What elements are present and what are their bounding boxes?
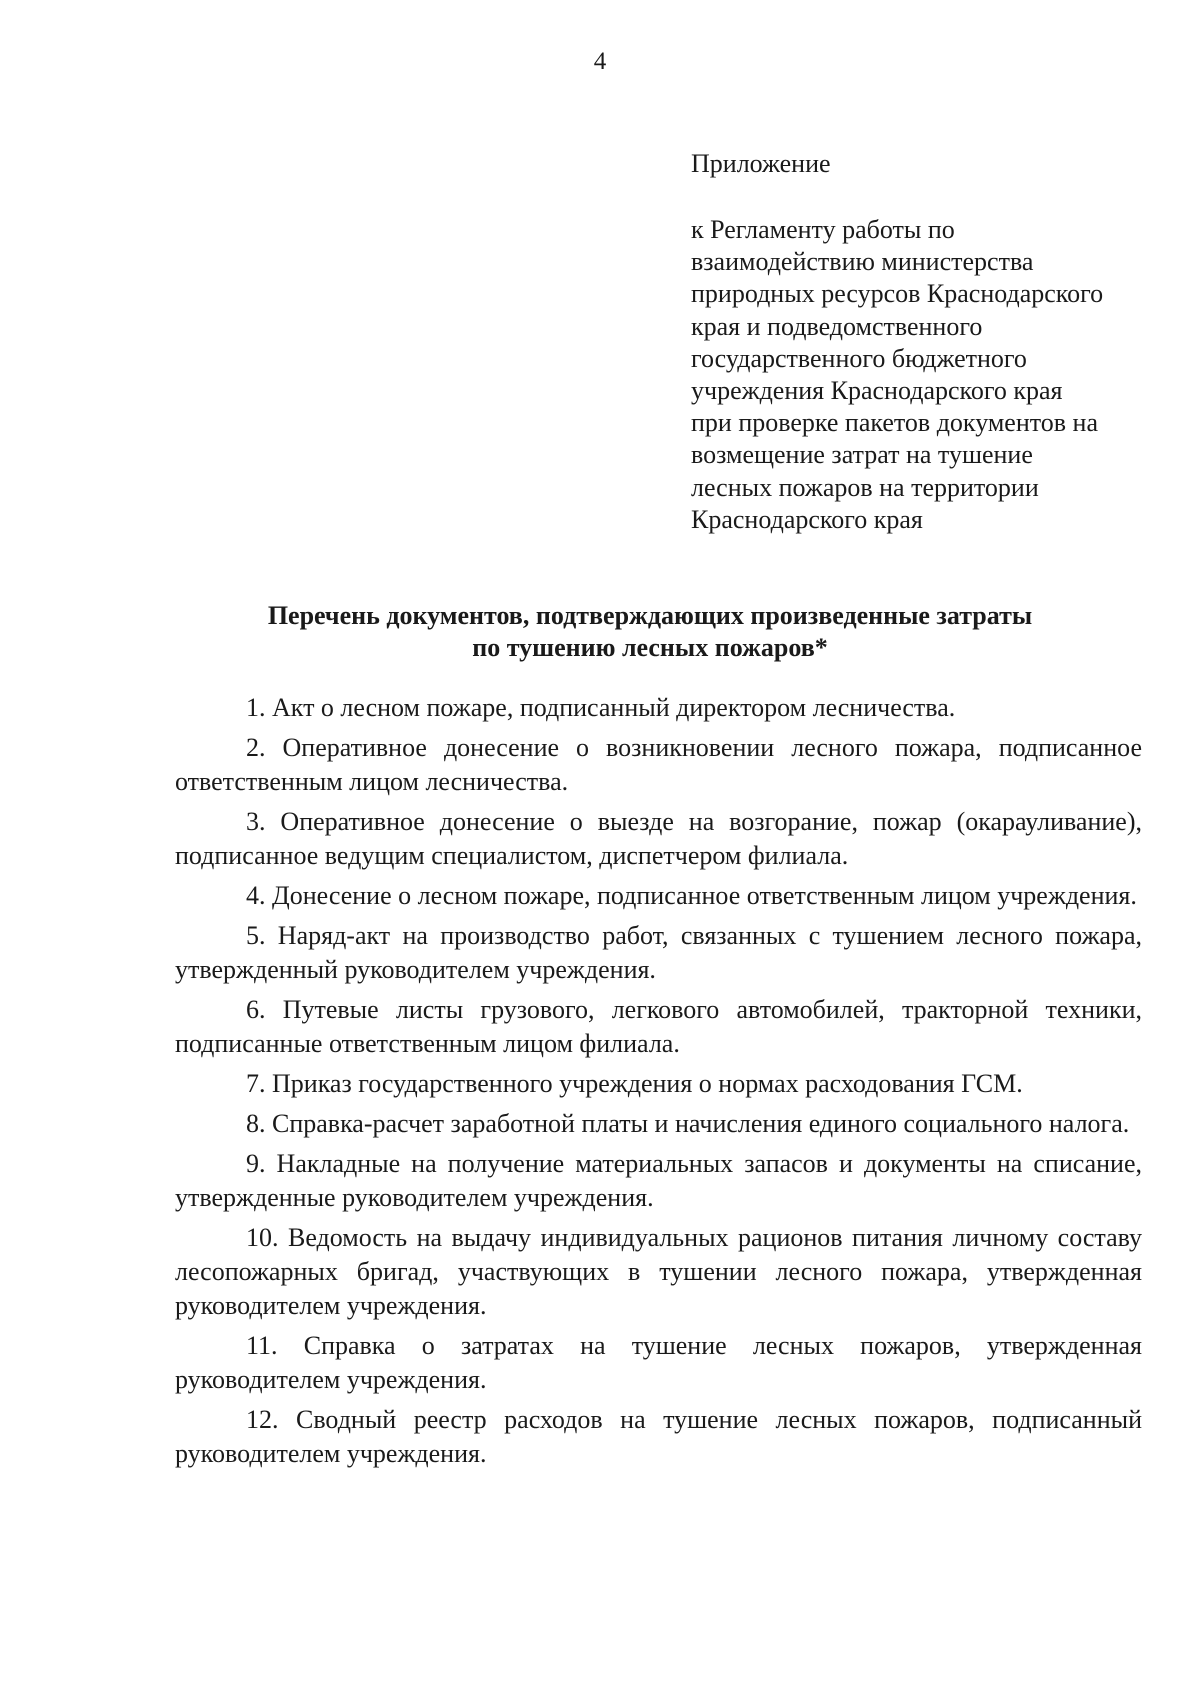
list-item: 5. Наряд-акт на производство работ, связанных с тушением лесного пожара, утвержденный руководителем учреждения. bbox=[175, 921, 1142, 984]
list-item: 11. Справка о затратах на тушение лесных пожаров, утвержденная руководителем учреждения. bbox=[175, 1331, 1142, 1394]
appendix-reference-line: при проверке пакетов документов на bbox=[691, 408, 1099, 438]
appendix-title: Приложение bbox=[691, 149, 831, 178]
list-item: 8. Справка-расчет заработной платы и начисления единого социального налога. bbox=[246, 1109, 1130, 1138]
list-item: 10. Ведомость на выдачу индивидуальных рационов питания личному составу лесопожарных бригад, участвующих в тушении лесного пожара, утвержденная руководителем учреждения. bbox=[175, 1223, 1142, 1320]
appendix-reference-line: Краснодарского края bbox=[691, 504, 923, 534]
appendix-reference-line: лесных пожаров на территории bbox=[691, 472, 1039, 502]
list-item: 2. Оперативное донесение о возникновении лесного пожара, подписанное ответственным лицом лесничества. bbox=[175, 733, 1142, 796]
list-item: 9. Накладные на получение материальных запасов и документы на списание, утвержденные руководителем учреждения. bbox=[175, 1149, 1142, 1212]
appendix-reference-line: учреждения Краснодарского края bbox=[691, 376, 1063, 406]
document-list bbox=[175, 691, 1142, 1477]
appendix-reference-line: края и подведомственного bbox=[691, 311, 983, 341]
list-item: 6. Путевые листы грузового, легкового автомобилей, тракторной техники, подписанные ответственным лицом филиала. bbox=[175, 995, 1142, 1058]
list-item: 4. Донесение о лесном пожаре, подписанное ответственным лицом учреждения. bbox=[246, 881, 1137, 910]
appendix-reference-line: возмещение затрат на тушение bbox=[691, 440, 1033, 470]
heading-line: Перечень документов, подтверждающих произведенные затраты bbox=[267, 601, 1033, 630]
appendix-reference-line: взаимодействию министерства bbox=[691, 247, 1034, 277]
list-item: 12. Сводный реестр расходов на тушение лесных пожаров, подписанный руководителем учреждения. bbox=[175, 1405, 1142, 1468]
appendix-reference-line: государственного бюджетного bbox=[691, 343, 1027, 373]
page-number: 4 bbox=[593, 48, 607, 75]
appendix-reference bbox=[691, 214, 1171, 536]
heading-line: по тушению лесных пожаров* bbox=[472, 633, 828, 662]
appendix-reference-line: природных ресурсов Краснодарского bbox=[691, 279, 1104, 309]
appendix-reference-line: к Регламенту работы по bbox=[691, 215, 955, 244]
list-item: 7. Приказ государственного учреждения о нормах расходования ГСМ. bbox=[246, 1069, 1023, 1098]
list-item: 1. Акт о лесном пожаре, подписанный директором лесничества. bbox=[246, 693, 956, 722]
list-item: 3. Оперативное донесение о выезде на возгорание, пожар (окарауливание), подписанное ведущим специалистом, диспетчером филиала. bbox=[175, 807, 1142, 870]
document-heading bbox=[150, 600, 1150, 664]
